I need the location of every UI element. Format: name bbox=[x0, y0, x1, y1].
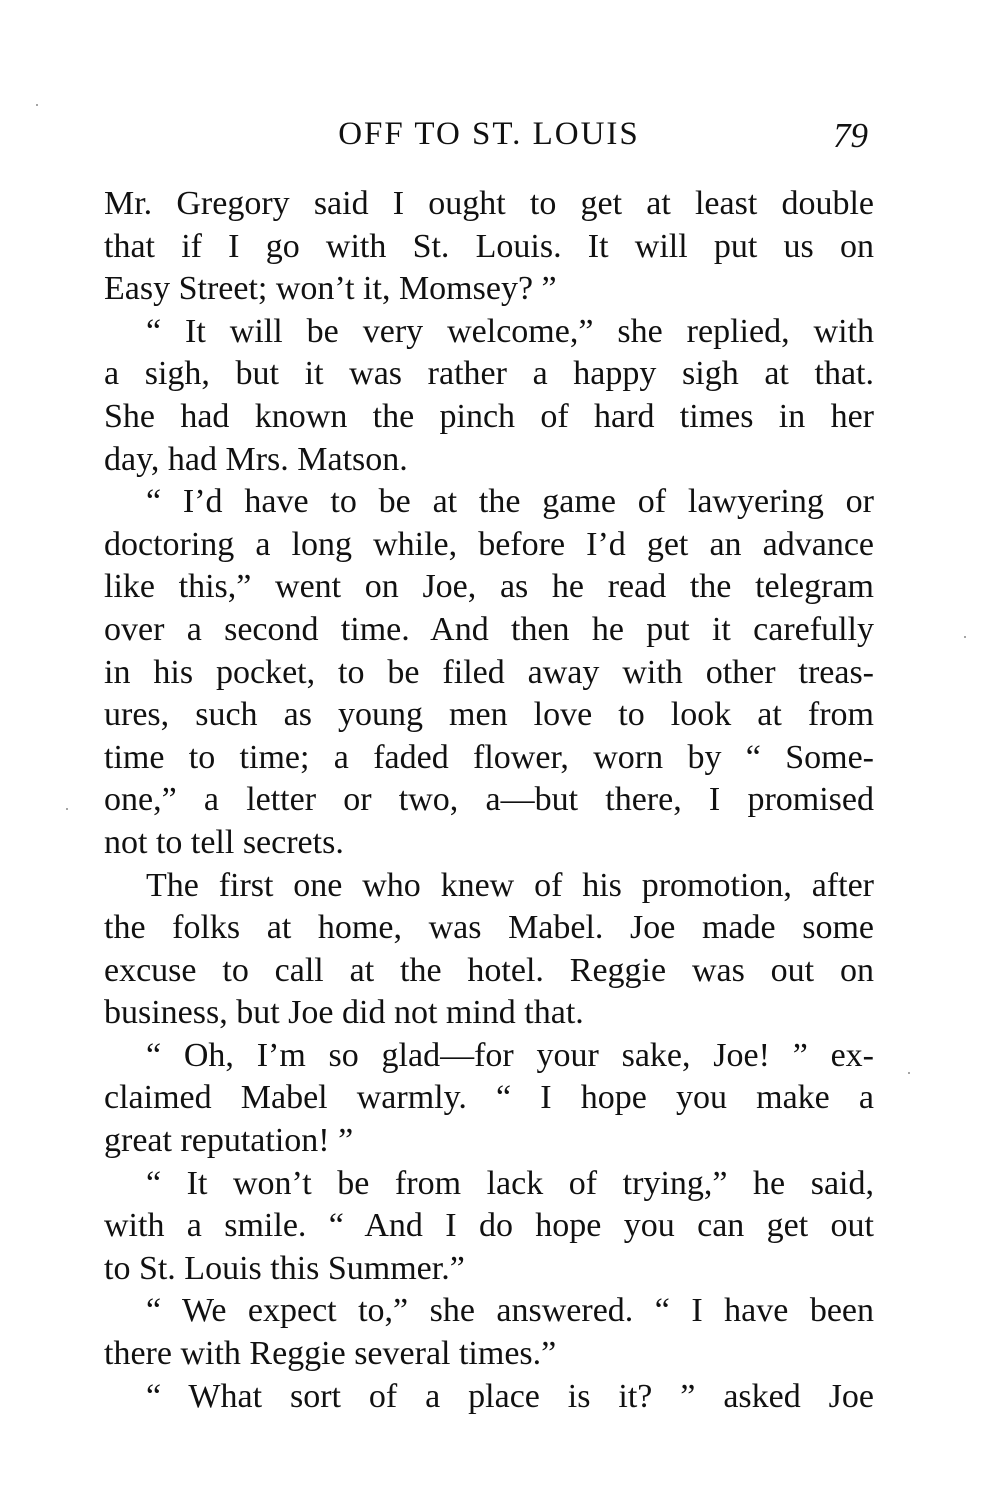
text-line: “ Oh, I’m so glad—for your sake, Joe! ” ex- bbox=[146, 1036, 874, 1074]
text-line: She had known the pinch of hard times in her bbox=[104, 397, 874, 435]
text-line: a sigh, but it was rather a happy sigh at that. bbox=[104, 355, 874, 393]
text-line: claimed Mabel warmly. “ I hope you make a bbox=[104, 1079, 874, 1117]
text-line: The first one who knew of his promotion, after bbox=[146, 866, 874, 904]
text-line: with a smile. “ And I do hope you can get out bbox=[104, 1207, 874, 1245]
text-line: that if I go with St. Louis. It will put us on bbox=[104, 227, 874, 265]
chapter-title: OFF TO ST. LOUIS bbox=[338, 116, 640, 152]
text-line: not to tell secrets. bbox=[104, 823, 344, 861]
text-line: day, had Mrs. Matson. bbox=[104, 440, 408, 478]
text-line: excuse to call at the hotel. Reggie was out on bbox=[104, 951, 874, 989]
text-line: to St. Louis this Summer.” bbox=[104, 1249, 465, 1287]
text-line: time to time; a faded flower, worn by “ Some- bbox=[104, 738, 874, 776]
text-line: “ What sort of a place is it? ” asked Joe bbox=[146, 1377, 874, 1415]
paper-speck bbox=[66, 808, 68, 810]
text-line: over a second time. And then he put it carefully bbox=[104, 610, 874, 648]
text-line: business, but Joe did not mind that. bbox=[104, 994, 584, 1032]
text-line: “ I’d have to be at the game of lawyering or bbox=[146, 483, 874, 521]
text-line: like this,” went on Joe, as he read the telegram bbox=[104, 568, 874, 606]
text-line: “ It won’t be from lack of trying,” he said, bbox=[146, 1164, 874, 1202]
text-line: “ We expect to,” she answered. “ I have been bbox=[146, 1292, 874, 1330]
text-line: Easy Street; won’t it, Momsey? ” bbox=[104, 270, 557, 308]
paper-speck bbox=[36, 104, 38, 106]
text-line: there with Reggie several times.” bbox=[104, 1335, 557, 1373]
text-line: in his pocket, to be filed away with other treas- bbox=[104, 653, 874, 691]
paper-speck bbox=[964, 636, 966, 638]
paper-speck bbox=[908, 1072, 910, 1074]
running-head bbox=[104, 112, 874, 162]
text-line: “ It will be very welcome,” she replied, with bbox=[146, 312, 874, 350]
text-line: one,” a letter or two, a—but there, I promised bbox=[104, 781, 874, 819]
text-line: the folks at home, was Mabel. Joe made some bbox=[104, 909, 874, 947]
text-line: great reputation! ” bbox=[104, 1122, 354, 1160]
page-number: 79 bbox=[833, 116, 868, 155]
body-text bbox=[104, 183, 874, 1418]
text-line: ures, such as young men love to look at from bbox=[104, 696, 874, 734]
text-line: doctoring a long while, before I’d get an advance bbox=[104, 525, 874, 563]
text-line: Mr. Gregory said I ought to get at least double bbox=[104, 185, 874, 222]
